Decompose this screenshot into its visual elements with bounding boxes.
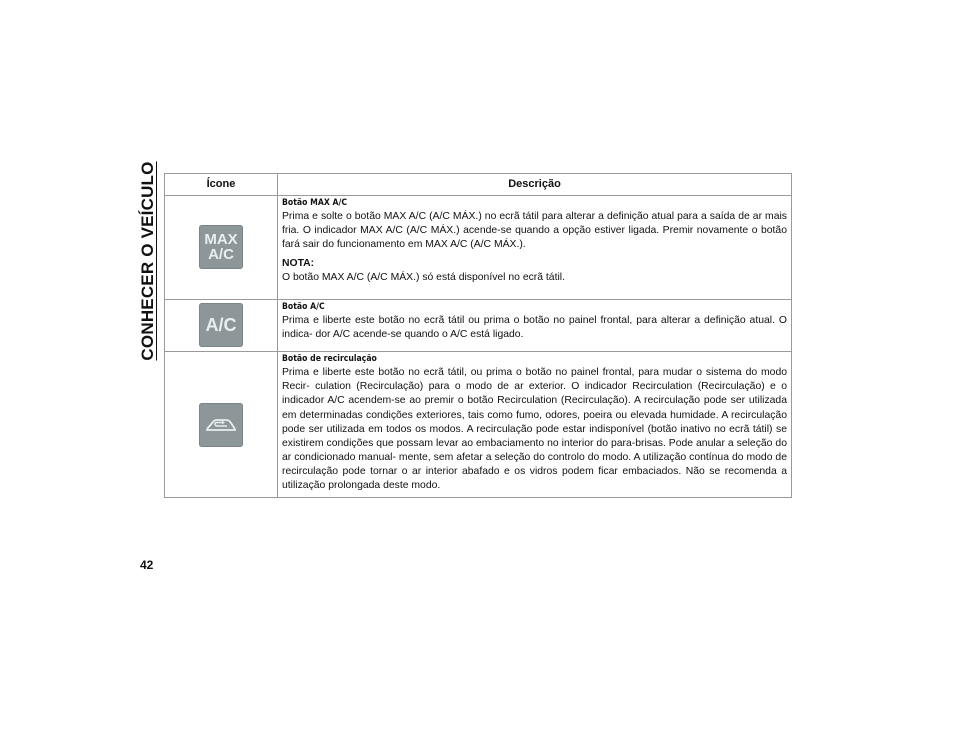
table-row-ac [165, 299, 792, 351]
item-text: Prima e liberte este botão no ecrã tátil, ou prima o botão no painel frontal, para mudar o sistema do modo Recir- culation (Recirculação) para o modo de ar exterior. O indicador Recirculation (Recirculação) e o indicador A/C acendem-se ao premir o botão Recirculation (Recirculação). A recirculação pode ser utilizada em determinadas condições exteriores, tais como fumo, odores, poeira ou elevada humidade. A recirculação pode ser utilizada em todos os modos. A recirculação pode estar indisponível (botão inativo no ecrã tátil) se existirem condições que possam levar ao embaciamento no interior do para-brisas. Pode anular a seleção do ar condicionado manual- mente, sem afetar a seleção do controlo do modo. A utilização contínua do modo de recirculação pode tornar o ar interior abafado e os vidros podem ficar embaciados. Não se recomenda a utilização prolongada deste modo. [282, 367, 787, 492]
page-number: 42 [140, 558, 154, 572]
description-cell [278, 299, 792, 351]
item-text: Prima e liberte este botão no ecrã tátil ou prima o botão no painel frontal, para alterar a definição atual. O indica- dor A/C acende-se quando o A/C está ligado. [282, 315, 787, 341]
item-title: Botão de recirculação [282, 353, 377, 364]
ac-icon: A/C [199, 303, 243, 347]
icon-cell [165, 299, 278, 351]
max-ac-icon: MAX A/C [199, 225, 243, 269]
icon-cell [165, 351, 278, 498]
section-title: CONHECER O VEÍCULO [138, 161, 157, 361]
table-row-recirculation [165, 351, 792, 498]
table-row-max-ac [165, 195, 792, 299]
icon-cell [165, 195, 278, 299]
header-icon: Ícone [165, 174, 278, 196]
climate-controls-table [164, 173, 792, 498]
note-text: O botão MAX A/C (A/C MÁX.) só está disponível no ecrã tátil. [282, 271, 565, 283]
item-title: Botão A/C [282, 301, 325, 312]
header-description: Descrição [278, 174, 792, 196]
item-title: Botão MAX A/C [282, 197, 348, 208]
description-cell [278, 195, 792, 299]
recirculation-icon [199, 403, 243, 447]
description-cell [278, 351, 792, 498]
note-label: NOTA: [282, 257, 315, 269]
car-recirculation-icon [204, 414, 238, 436]
item-text: Prima e solte o botão MAX A/C (A/C MÁX.) no ecrã tátil para alterar a definição atual para a saída de ar mais fria. O indicador MAX A/C (A/C MÁX.) acende-se quando a opção estiver ligada. Premir novamente o botão fará sair do funcionamento em MAX A/C (A/C MÁX.). [282, 211, 787, 251]
table-header-row [165, 174, 792, 196]
